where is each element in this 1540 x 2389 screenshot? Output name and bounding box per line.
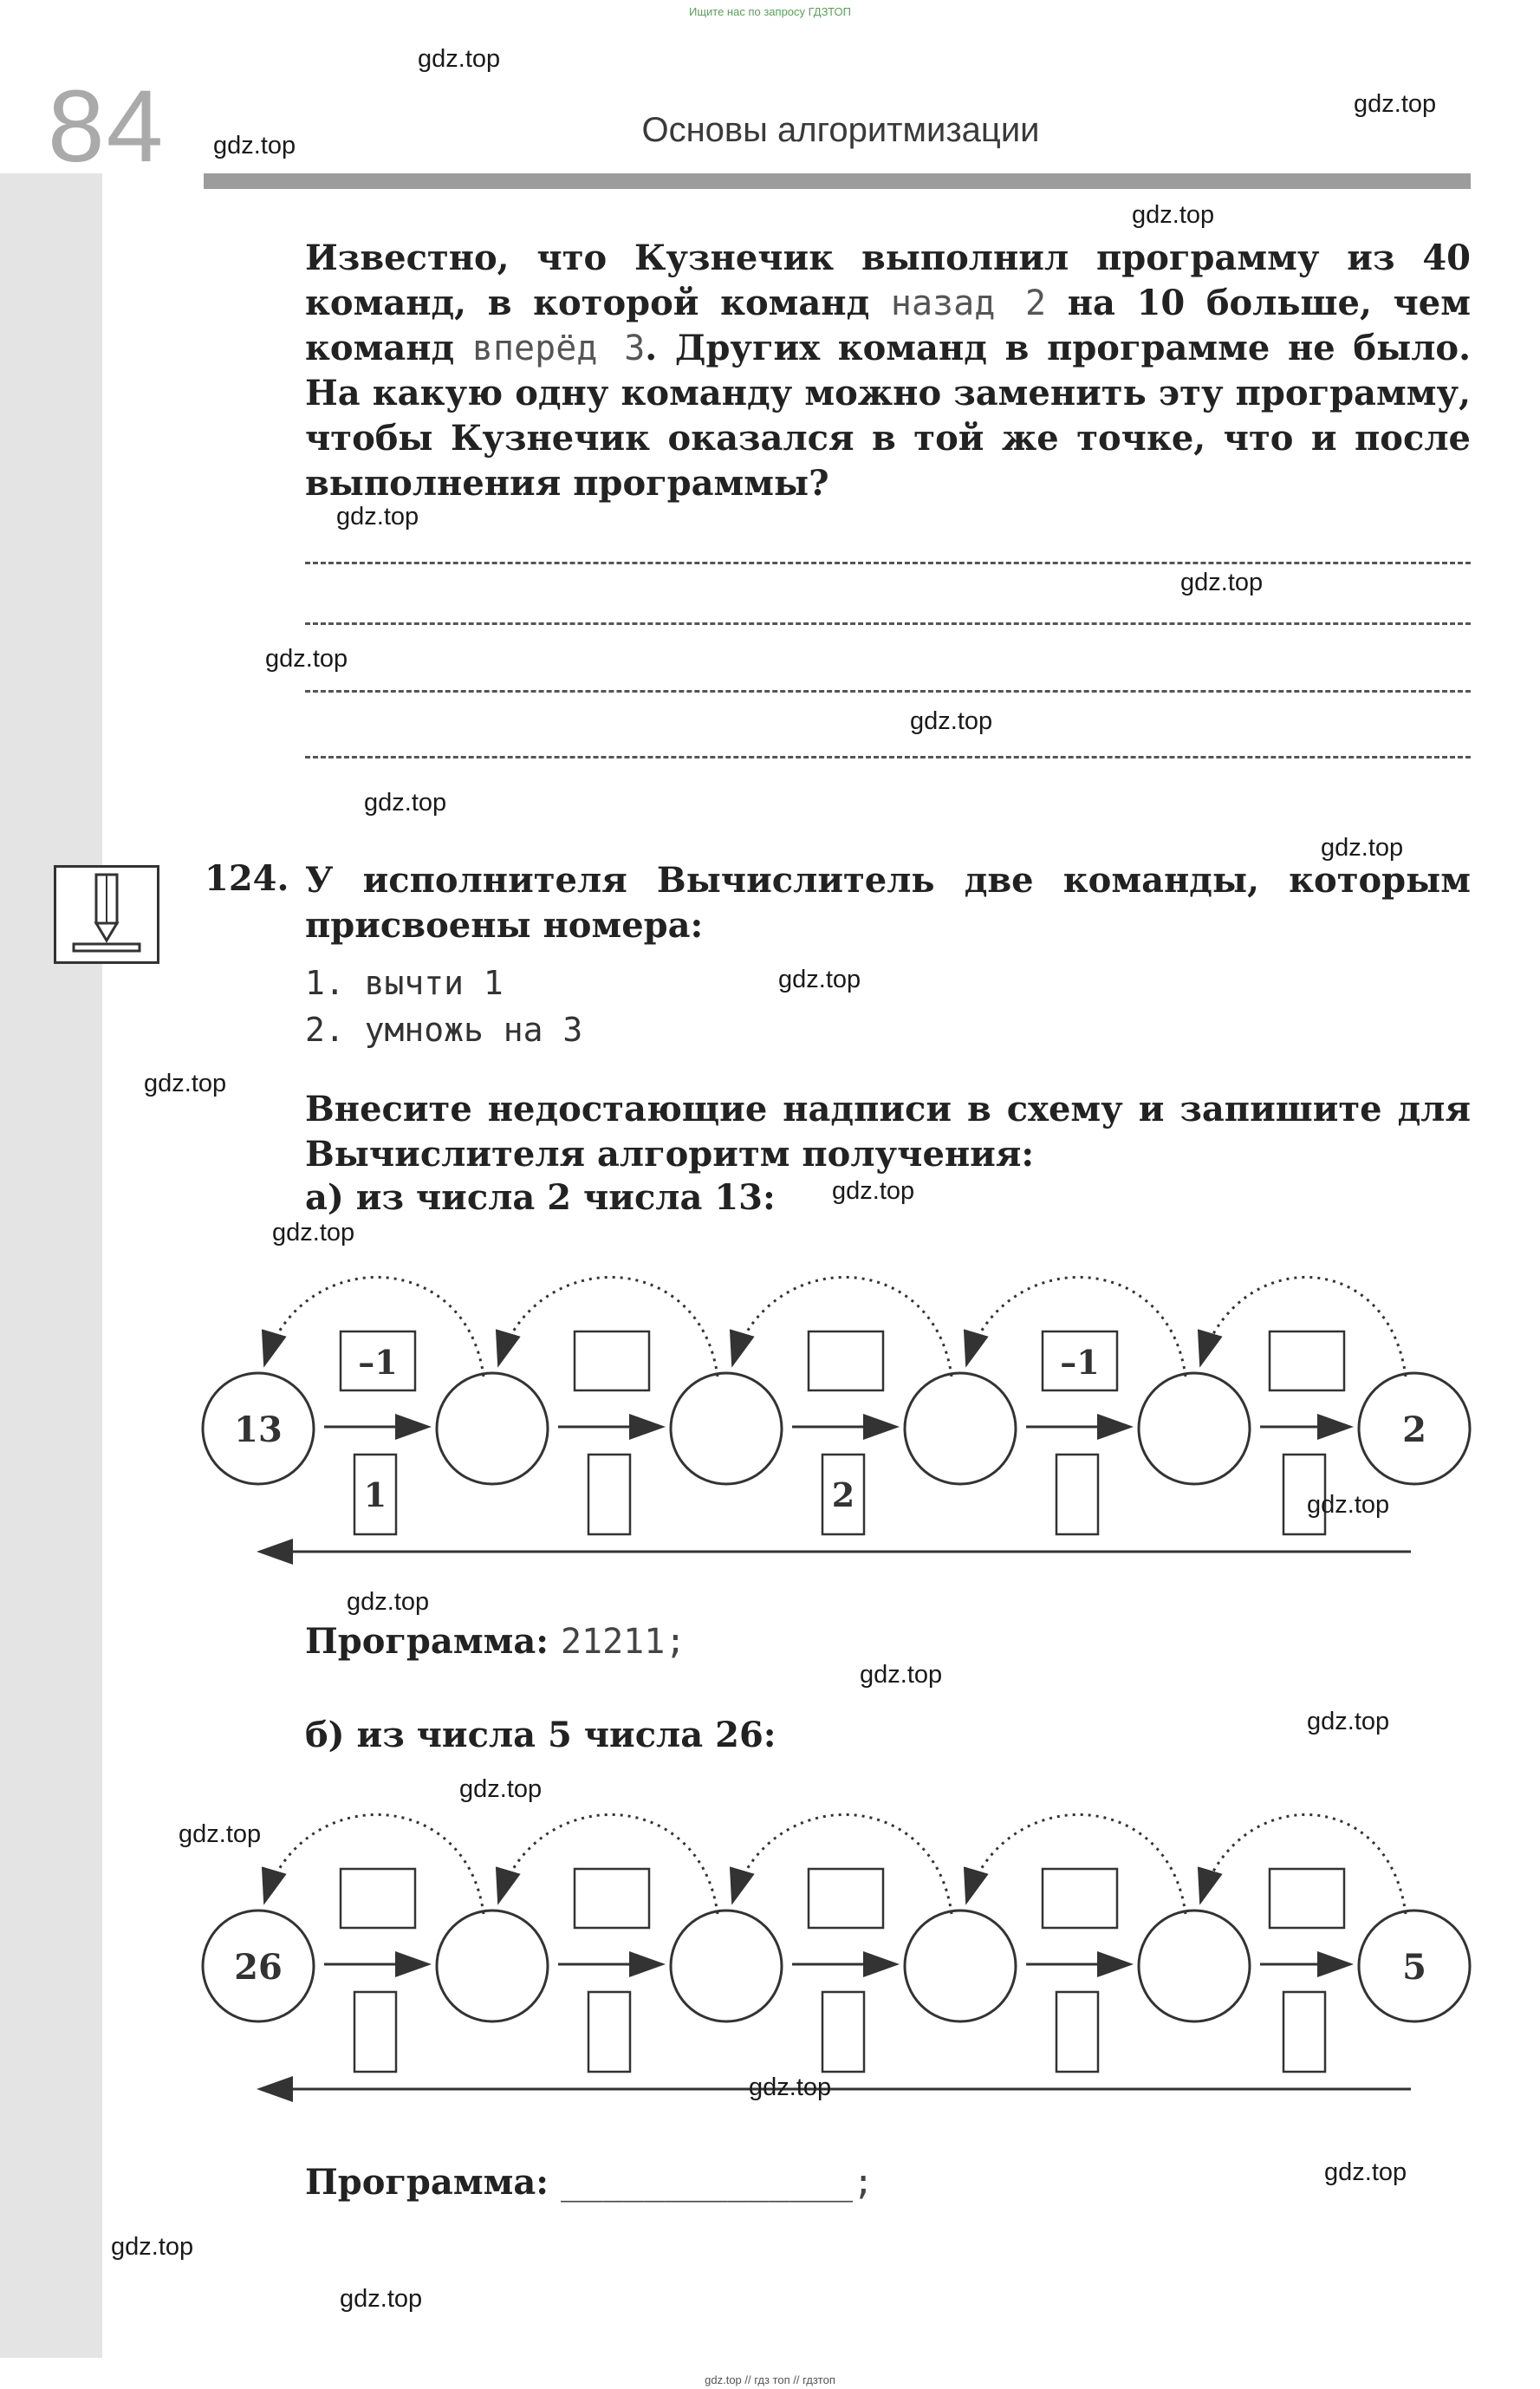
task-number: 124. [205, 858, 289, 899]
watermark: gdz.top [213, 132, 296, 159]
operation-box[interactable] [809, 1869, 883, 1928]
circle-value: 5 [1402, 1947, 1426, 1988]
footer: gdz.top // гдз топ // гдзтоп [705, 2373, 835, 2386]
watermark: gdz.top [179, 1820, 262, 1848]
intro-text-1: Известно, что Кузнечик выполнил программу из 40 команд, в которой команд [305, 238, 1471, 323]
watermark: gdz.top [1180, 569, 1264, 596]
watermark: gdz.top [1307, 1708, 1390, 1735]
circle-value: 26 [234, 1947, 283, 1988]
watermark: gdz.top [1132, 201, 1215, 229]
command-number-box[interactable] [588, 1992, 630, 2072]
watermark: gdz.top [272, 1219, 355, 1247]
command-number-label: 2 [831, 1475, 855, 1514]
watermark: gdz.top [1321, 834, 1404, 862]
watermark: gdz.top [144, 1070, 227, 1097]
command-number-box[interactable] [1283, 1992, 1325, 2072]
number-circle [671, 1911, 782, 2021]
number-circle [1139, 1911, 1250, 2021]
watermark: gdz.top [749, 2073, 832, 2101]
intro-text-3: . Других команд в программе не было. На какую одну команду можно заменить эту программу, чтобы Кузнечик оказался в той же точке, что и после выполнения программы? [305, 328, 1472, 504]
watermark: gdz.top [418, 45, 501, 73]
header-title: Основы алгоритмизации [641, 111, 1040, 149]
watermark: gdz.top [340, 2285, 423, 2313]
operation-label: –1 [358, 1343, 398, 1382]
command-forward: вперёд 3 [471, 329, 646, 368]
watermark: gdz.top [832, 1177, 915, 1205]
watermark: gdz.top [910, 707, 993, 735]
program-b-blank[interactable]: ______________; [560, 2163, 874, 2203]
command-number-label: 1 [363, 1475, 387, 1514]
operation-box[interactable] [1043, 1869, 1117, 1928]
operation-box[interactable] [341, 1869, 415, 1928]
number-circle [437, 1911, 548, 2021]
watermark: gdz.top [364, 789, 447, 817]
top-note: Ищите нас по запросу ГДЗТОП [688, 5, 851, 18]
operation-box[interactable] [575, 1869, 649, 1928]
operation-box[interactable] [1270, 1869, 1344, 1928]
watermark: gdz.top [111, 2233, 194, 2261]
command-1: 1. вычти 1 [305, 964, 504, 1002]
watermark: gdz.top [265, 645, 348, 673]
command-number-box[interactable] [354, 1992, 396, 2072]
watermark: gdz.top [336, 503, 419, 531]
program-b-label: Программа: [305, 2162, 549, 2203]
operation-label: –1 [1060, 1343, 1100, 1382]
command-2: 2. умножь на 3 [305, 1011, 583, 1049]
program-a-label: Программа: [305, 1621, 549, 1662]
intro-text-2: на 10 больше, чем команд [305, 283, 1472, 368]
watermark: gdz.top [1307, 1491, 1390, 1519]
part-a-title: а) из числа 2 числа 13: [305, 1177, 776, 1218]
part-b-title: б) из числа 5 числа 26: [305, 1715, 776, 1755]
program-b [305, 2162, 874, 2203]
command-back: назад 2 [890, 283, 1047, 323]
watermark: gdz.top [1354, 90, 1437, 118]
circle-value: 2 [1402, 1409, 1426, 1450]
page-number: 84 [48, 69, 166, 184]
command-number-box[interactable] [1056, 1992, 1098, 2072]
number-circle [905, 1911, 1016, 2021]
watermark: gdz.top [778, 966, 861, 993]
watermark: gdz.top [347, 1588, 430, 1616]
program-a-value[interactable]: 21211; [560, 1622, 686, 1662]
command-number-box[interactable] [822, 1992, 864, 2072]
task-text: У исполнителя Вычислитель две команды, которым присвоены номера: [305, 860, 1471, 946]
watermark: gdz.top [860, 1661, 943, 1689]
watermark: gdz.top [1324, 2158, 1407, 2186]
instruction-text: Внесите недостающие надписи в схему и запишите для Вычислителя алгоритм получения: [305, 1089, 1471, 1175]
watermark: gdz.top [459, 1775, 543, 1803]
circle-value: 13 [234, 1409, 283, 1450]
